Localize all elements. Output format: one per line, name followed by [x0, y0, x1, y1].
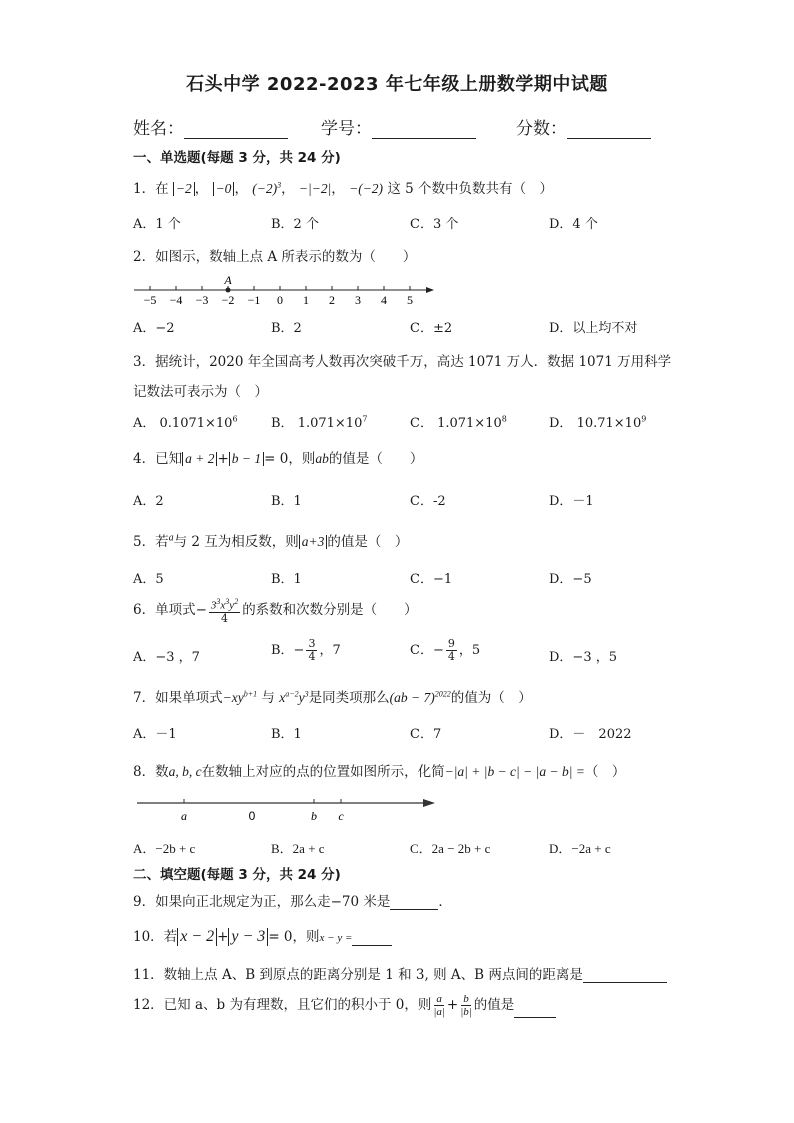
score-blank[interactable]	[567, 120, 651, 139]
q7-option-d[interactable]: D．－ 2022	[549, 727, 632, 742]
q5-option-d[interactable]: D．−5	[549, 572, 592, 587]
section-heading-single-choice: 一、单选题(每题 3 分，共 24 分)	[133, 150, 341, 166]
question-1: 1．在 −2 ， −0 ， $(-2)^3$， −|−2|， −(−2) 这 5 个数中负数共有（ ）	[133, 180, 554, 197]
q2-axis-arrow	[426, 287, 434, 293]
q2-tick-label: −5	[143, 293, 157, 307]
question-9: 9．如果向正北规定为正，那么走−70 米是 ．	[133, 894, 452, 910]
q1-term-d: −|−2|	[298, 181, 332, 196]
q9-answer-blank[interactable]	[390, 895, 438, 910]
question-2: 2．如图示，数轴上点 A 所表示的数为（ ）	[133, 249, 417, 265]
q12-fraction-1: $\frac{a}{|a|}$	[433, 993, 445, 1018]
q1-term-a: −2	[173, 182, 195, 196]
q2-tick-label: 1	[303, 293, 309, 307]
q5-option-c[interactable]: C．−1	[410, 572, 453, 587]
q8-label-c: c	[338, 809, 344, 823]
q8-label-a: a	[181, 809, 187, 823]
question-4: 4．已知 a + 2 + b − 1 = 0，则ab的值是（ ）	[133, 451, 424, 467]
q8-option-c[interactable]: C．2a − 2b + c	[410, 841, 491, 856]
q4-option-d[interactable]: D．－1	[549, 494, 594, 509]
q3-option-d[interactable]: D． $10.71\times 10^9$	[549, 414, 647, 431]
q7-monomial-2: $x^{a-2}y^3$	[279, 689, 309, 705]
q2-option-b[interactable]: B．2	[271, 321, 302, 336]
q10-answer-blank[interactable]	[352, 931, 392, 946]
q2-tick-label: 2	[329, 293, 335, 307]
q8-number-line	[135, 793, 445, 825]
q2-tick-label: 0	[277, 293, 283, 307]
q2-point-label: A	[224, 273, 232, 287]
q6-option-c[interactable]: C．− $\frac{9}{4}$ ，5	[410, 637, 481, 663]
q12-answer-blank[interactable]	[514, 1003, 556, 1018]
q4-abs-1: a + 2	[182, 452, 217, 466]
q2-option-a[interactable]: A．−2	[133, 321, 175, 336]
question-10: 10．若 x − 2 + y − 3 = 0，则x − y =	[133, 925, 392, 946]
q1-term-c: $(-2)^3$	[252, 180, 282, 196]
q5-abs: a+3	[299, 535, 328, 549]
q5-option-a[interactable]: A．5	[133, 572, 164, 587]
q1-option-a[interactable]: A．1 个	[133, 217, 181, 232]
q2-tick-label: −1	[247, 293, 261, 307]
q2-point-a	[226, 288, 231, 293]
q4-abs-2: b − 1	[229, 452, 264, 466]
q2-option-d[interactable]: D．以上均不对	[549, 321, 638, 336]
q2-tick-label: −3	[195, 293, 209, 307]
question-3-line-2: 记数法可表示为（ ）	[133, 384, 268, 400]
student-id-field[interactable]	[321, 114, 476, 139]
q8-axis-arrow	[423, 799, 435, 807]
q2-tick-label: 5	[407, 293, 413, 307]
name-label: 姓名：	[133, 119, 184, 139]
q12-fraction-2: $\frac{b}{|b|}$	[460, 993, 472, 1018]
q7-option-c[interactable]: C．7	[410, 727, 442, 742]
q4-option-c[interactable]: C．-2	[410, 494, 446, 509]
q8-label-zero: 0	[248, 809, 256, 823]
q1-option-d[interactable]: D．4 个	[549, 217, 598, 232]
student-id-label: 学号：	[321, 119, 372, 139]
q4-option-a[interactable]: A．2	[133, 494, 164, 509]
q10-abs-2: y − 3	[228, 928, 268, 946]
q2-tick-label: 3	[355, 293, 361, 307]
q7-expression: (ab − 7)$^{2022}$	[389, 689, 451, 705]
q2-option-c[interactable]: C．±2	[410, 321, 453, 336]
q1-prefix: 1．在	[133, 181, 169, 197]
q1-term-b: −0	[213, 182, 235, 196]
q8-option-b[interactable]: B．2a + c	[271, 841, 325, 856]
q3-option-b[interactable]: B． $1.071\times 10^7$	[271, 414, 368, 431]
q2-tick-label: −2	[221, 293, 235, 307]
question-7: 7．如果单项式$-xy^{b+1}$ 与 $x^{a-2}y^3$是同类项那么(ab − 7)$^{2022}$的值为（ ）	[133, 689, 532, 706]
question-6: 6．单项式− $\frac{3^3x^3y^2}{4}$ 的系数和次数分别是（ ）	[133, 597, 418, 625]
q3-option-a[interactable]: A． $0.1071\times 10^6$	[133, 414, 238, 431]
q2-number-line	[130, 270, 440, 310]
section-heading-fill-in: 二、填空题(每题 3 分，共 24 分)	[133, 867, 341, 883]
q6-option-d[interactable]: D．−3 ，5	[549, 650, 617, 665]
question-8: 8．数a, b, c在数轴上对应的点的位置如图所示，化简−|a| + |b − c| − |a − b| =（ ）	[133, 764, 626, 780]
q1-term-e: −(−2)	[349, 181, 384, 196]
name-blank[interactable]	[184, 120, 288, 139]
q8-option-a[interactable]: A．−2b + c	[133, 841, 196, 856]
q8-option-d[interactable]: D．−2a + c	[549, 841, 611, 856]
q6-fraction: $\frac{3^3x^3y^2}{4}$	[210, 597, 239, 625]
q7-option-a[interactable]: A．－1	[133, 727, 177, 742]
q6-option-a[interactable]: A．−3 ，7	[133, 650, 200, 665]
q3-option-c[interactable]: C． $1.071\times 10^8$	[410, 414, 507, 431]
q8-expression: −|a| + |b − c| − |a − b| =	[444, 764, 585, 779]
q2-tick-label: 4	[381, 293, 387, 307]
q4-option-b[interactable]: B．1	[271, 494, 302, 509]
q10-abs-1: x − 2	[177, 928, 217, 946]
q2-ticks	[144, 286, 413, 307]
q5-option-b[interactable]: B．1	[271, 572, 302, 587]
score-field[interactable]	[516, 114, 651, 139]
q1-option-c[interactable]: C．3 个	[410, 217, 459, 232]
name-field[interactable]	[133, 114, 288, 139]
question-3-line-1: 3．据统计，2020 年全国高考人数再次突破千万，高达 1071 万人．数据 1071 万用科学	[133, 354, 672, 370]
page-title: 石头中学 2022-2023 年七年级上册数学期中试题	[186, 74, 608, 95]
q1-tail: 这 5 个数中负数共有（ ）	[387, 181, 554, 197]
question-11: 11．数轴上点 A、B 到原点的距离分别是 1 和 3, 则 A、B 两点间的距离是	[133, 963, 667, 983]
q1-option-b[interactable]: B．2 个	[271, 217, 319, 232]
question-12: 12．已知 a、b 为有理数，且它们的积小于 0，则 $\frac{a}{|a|}$ + $\frac{b}{|b|}$ 的值是	[133, 993, 556, 1018]
question-5: 5．若$^a$与 2 互为相反数，则 a+3 的值是（ ）	[133, 532, 409, 550]
q11-answer-blank[interactable]	[583, 968, 667, 983]
q2-tick-label: −4	[169, 293, 183, 307]
q6-option-b[interactable]: B．− $\frac{3}{4}$ ，7	[271, 637, 341, 663]
score-label: 分数：	[516, 119, 567, 139]
q8-label-b: b	[311, 809, 317, 823]
q7-monomial-1: $-xy^{b+1}$	[222, 689, 258, 705]
student-id-blank[interactable]	[372, 120, 476, 139]
q7-option-b[interactable]: B．1	[271, 727, 302, 742]
